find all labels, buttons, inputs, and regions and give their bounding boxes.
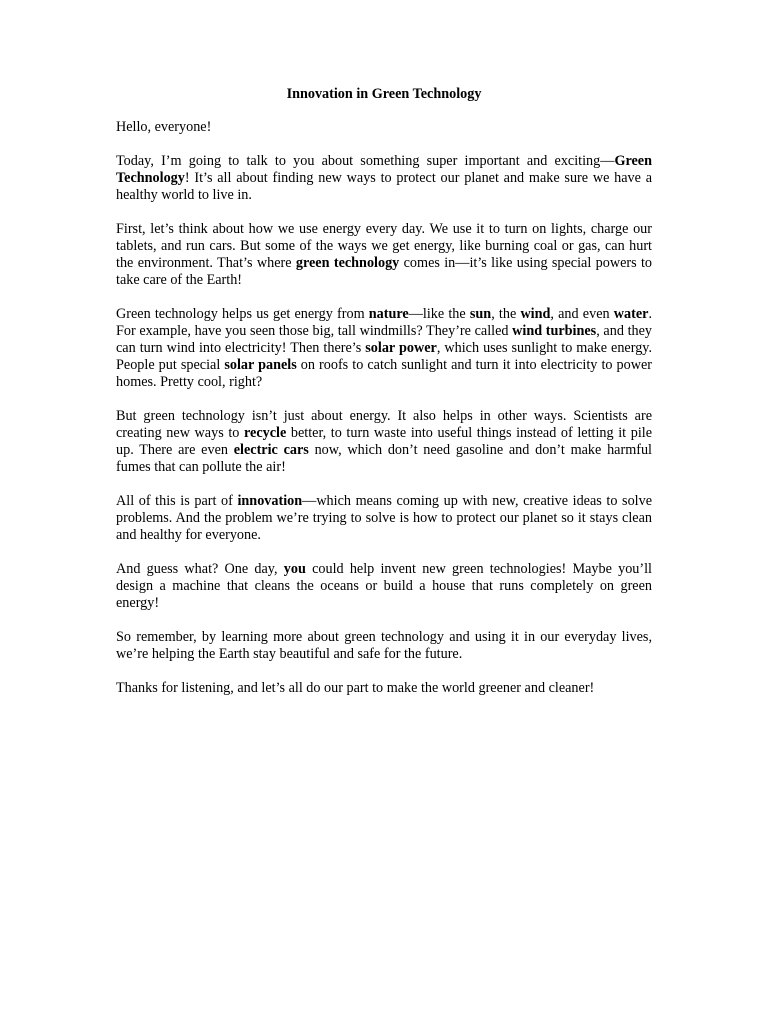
text-run: better, to turn waste into useful things instead of letting it pile up. There are even xyxy=(116,425,652,458)
text-run: Hello, everyone! xyxy=(116,119,212,135)
text-run: —which means coming up with new, creative ideas to solve problems. And the problem we’re trying to solve is how to protect our planet so it stays clean and healthy for everyone. xyxy=(116,493,652,543)
text-run: All of this is part of xyxy=(116,493,238,509)
paragraph xyxy=(116,153,652,204)
document-title: Innovation in Green Technology xyxy=(286,86,482,102)
paragraph xyxy=(116,561,652,612)
paragraph xyxy=(116,408,652,476)
text-run: . For example, have you seen those big, tall windmills? They’re called xyxy=(116,306,652,339)
text-run: First, let’s think about how we use energy every day. We use it to turn on lights, charge our tablets, and run cars. But some of the ways we get energy, like burning coal or gas, can hurt the environment. That’s where xyxy=(116,221,652,271)
text-run: So remember, by learning more about green technology and using it in our everyday lives, we’re helping the Earth stay beautiful and safe for the future. xyxy=(116,629,652,662)
bold-text: electric cars xyxy=(233,442,309,458)
text-run: on roofs to catch sunlight and turn it into electricity to power homes. Pretty cool, right? xyxy=(116,357,652,390)
text-run: ! It’s all about finding new ways to protect our planet and make sure we have a healthy world to live in. xyxy=(116,170,652,203)
bold-text: sun xyxy=(469,306,492,322)
text-run: , which uses sunlight to make energy. People put special xyxy=(116,340,653,373)
paragraph xyxy=(116,306,652,391)
bold-text: green technology xyxy=(295,255,400,271)
text-run: And guess what? One day, xyxy=(116,561,284,577)
bold-text: water xyxy=(613,306,649,322)
bold-text: solar power xyxy=(365,340,437,356)
text-run: Green technology helps us get energy from xyxy=(116,306,369,322)
text-run: could help invent new green technologies! Maybe you’ll design a machine that cleans the oceans or build a house that runs completely on green energy! xyxy=(116,561,652,611)
text-run: comes in—it’s like using special powers to take care of the Earth! xyxy=(116,255,653,288)
text-run: , and they can turn wind into electricity! Then there’s xyxy=(116,323,652,356)
bold-text: solar panels xyxy=(224,357,297,373)
paragraph xyxy=(116,119,652,136)
bold-text: Green Technology xyxy=(116,153,652,186)
text-run: now, which don’t need gasoline and don’t make harmful fumes that can pollute the air! xyxy=(116,442,652,475)
bold-text: innovation xyxy=(237,493,303,509)
bold-text: wind xyxy=(520,306,551,322)
text-run: But green technology isn’t just about energy. It also helps in other ways. Scientists are creating new ways to xyxy=(116,408,652,441)
bold-text: recycle xyxy=(244,425,287,441)
document-body xyxy=(116,119,652,697)
paragraph xyxy=(116,680,652,697)
text-run: , and even xyxy=(550,306,614,322)
bold-text: wind turbines xyxy=(512,323,597,339)
text-run: —like the xyxy=(408,306,470,322)
paragraph xyxy=(116,221,652,289)
bold-text: nature xyxy=(368,306,409,322)
bold-text: you xyxy=(283,561,306,577)
document-page xyxy=(116,86,652,714)
paragraph xyxy=(116,629,652,663)
paragraph xyxy=(116,493,652,544)
text-run: Today, I’m going to talk to you about something super important and exciting— xyxy=(116,153,615,169)
text-run: , the xyxy=(491,306,521,322)
text-run: Thanks for listening, and let’s all do our part to make the world greener and cleaner! xyxy=(116,680,595,696)
